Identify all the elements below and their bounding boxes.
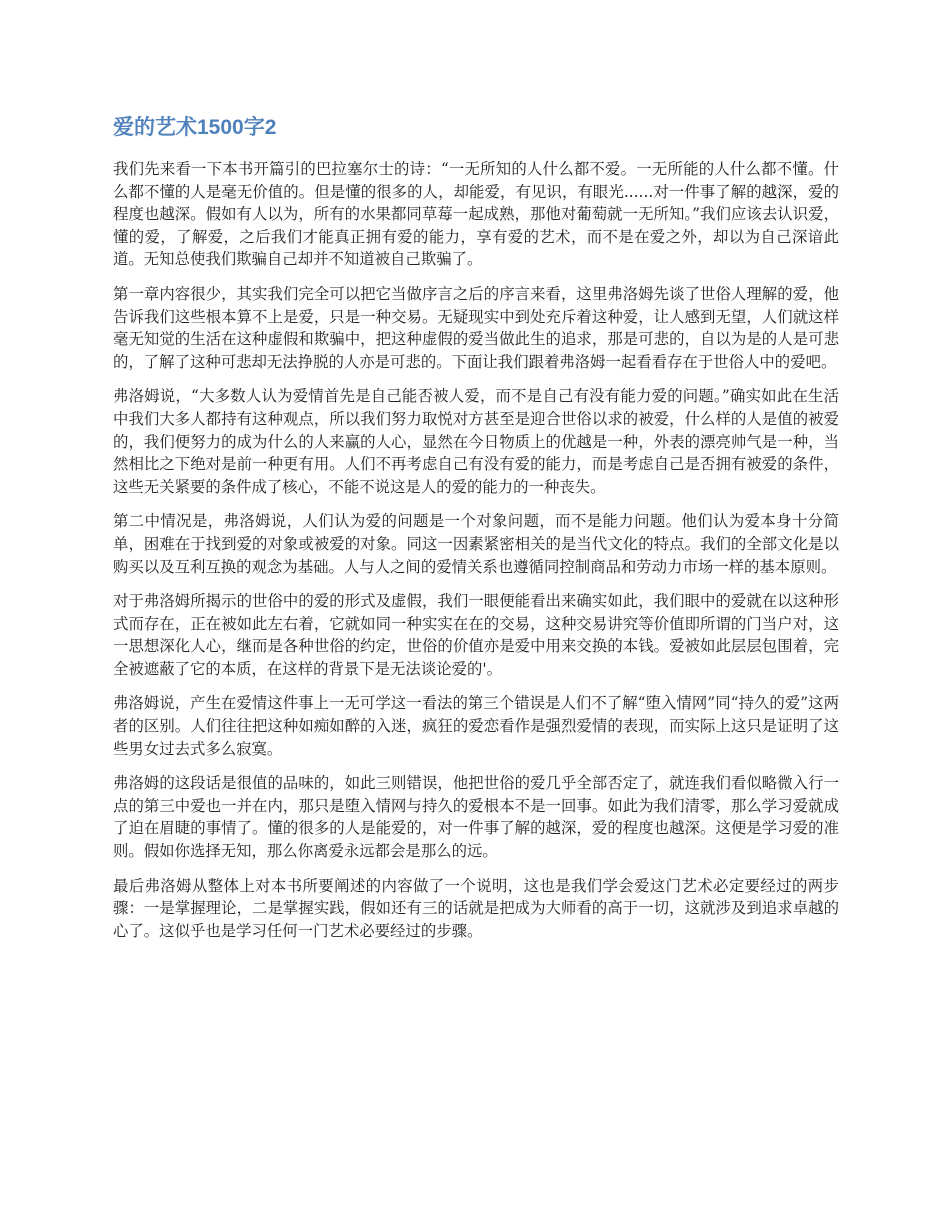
- paragraph-4: 第二中情况是，弗洛姆说，人们认为爱的问题是一个对象问题，而不是能力问题。他们认为爱本身十分简单，困难在于找到爱的对象或被爱的对象。同这一因素紧密相关的是当代文化的特点。我们的全部文化是以购买以及互利互换的观念为基础。人与人之间的爱情关系也遵循同控制商品和劳动力市场一样的基本原则。: [113, 512, 839, 576]
- paragraph-7: 弗洛姆的这段话是很值的品味的，如此三则错误，他把世俗的爱几乎全部否定了，就连我们看似略微入行一点的第三中爱也一并在内，那只是堕入情网与持久的爱根本不是一回事。如此为我们清零，那么学习爱就成了迫在眉睫的事情了。懂的很多的人是能爱的，对一件事了解的越深，爱的程度也越深。这便是学习爱的准则。假如你选择无知，那么你离爱永远都会是那么的远。: [113, 774, 839, 861]
- paragraph-3: 弗洛姆说，“大多数人认为爱情首先是自己能否被人爱，而不是自己有没有能力爱的问题。”确实如此在生活中我们大多人都持有这种观点，所以我们努力取悦对方甚至是迎合世俗以求的被爱，什么样的人是值的被爱的，我们便努力的成为什么的人来赢的人心，显然在今日物质上的优越是一种，外表的漂亮帅气是一种，当然相比之下绝对是前一种更有用。人们不再考虑自己有没有爱的能力，而是考虑自己是否拥有被爱的条件，这些无关紧要的条件成了核心，不能不说这是人的爱的能力的一种丧失。: [113, 387, 839, 496]
- paragraph-5: 对于弗洛姆所揭示的世俗中的爱的形式及虚假，我们一眼便能看出来确实如此，我们眼中的爱就在以这种形式而存在，正在被如此左右着，它就如同一种实实在在的交易，这种交易讲究等价值即所谓的门当户对，这一思想深化人心，继而是各种世俗的约定，世俗的价值亦是爱中用来交换的本钱。爱被如此层层包围着，完全被遮蔽了它的本质，在这样的背景下是无法谈论爱的'。: [113, 592, 839, 678]
- document-page: [113, 112, 839, 954]
- paragraph-8: 最后弗洛姆从整体上对本书所要阐述的内容做了一个说明，这也是我们学会爱这门艺术必定要经过的两步骤：一是掌握理论，二是掌握实践，假如还有三的话就是把成为大师看的高于一切，这就涉及到追求卓越的心了。这似乎也是学习任何一门艺术必要经过的步骤。: [113, 876, 839, 940]
- document-title: 爱的艺术1500字2: [113, 116, 277, 139]
- paragraph-2: 第一章内容很少，其实我们完全可以把它当做序言之后的序言来看，这里弗洛姆先谈了世俗人理解的爱，他告诉我们这些根本算不上是爱，只是一种交易。无疑现实中到处充斥着这种爱，让人感到无望，人们就这样毫无知觉的生活在这种虚假和欺骗中，把这种虚假的爱当做此生的追求，那是可悲的，自以为是的人是可悲的，了解了这种可悲却无法挣脱的人亦是可悲的。下面让我们跟着弗洛姆一起看看存在于世俗人中的爱吧。: [113, 284, 839, 371]
- paragraph-1: 我们先来看一下本书开篇引的巴拉塞尔士的诗：“一无所知的人什么都不爱。一无所能的人什么都不懂。什么都不懂的人是毫无价值的。但是懂的很多的人，却能爱，有见识，有眼光......对一件事了解的越深，爱的程度也越深。假如有人以为，所有的水果都同草莓一起成熟，那他对葡萄就一无所知。”我们应该去认识爱，懂的爱，了解爱，之后我们才能真正拥有爱的能力，享有爱的艺术，而不是在爱之外，却以为自己深谙此道。无知总使我们欺骗自己却并不知道被自己欺骗了。: [113, 160, 839, 269]
- paragraph-6: 弗洛姆说，产生在爱情这件事上一无可学这一看法的第三个错误是人们不了解“堕入情网”同“持久的爱”这两者的区别。人们往往把这种如痴如醉的入迷，疯狂的爱恋看作是强烈爱情的表现，而实际上这只是证明了这些男女过去式多么寂寞。: [113, 694, 839, 758]
